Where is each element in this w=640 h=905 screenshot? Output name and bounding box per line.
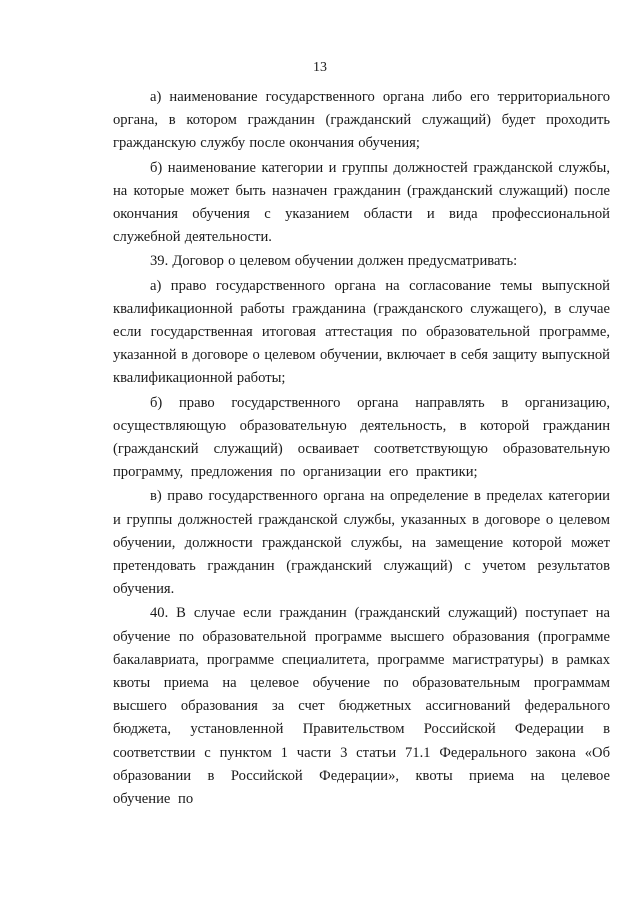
document-body: [113, 86, 610, 812]
paragraph-39-c-position-determination: в) право государственного органа на определение в пределах категории и группы должностей гражданской службы, указанных в договоре о целевом обучении, должности гражданской службы, на замещение которой может претендовать гражданин (гражданский служащий) с учетом результатов обучения.: [113, 488, 610, 598]
paragraph-40-quota-admission: 40. В случае если гражданин (гражданский служащий) поступает на обучение по образовательной программе высшего образования (программе бакалавриата, программе специалитета, программе магистратуры) в рамках квоты приема на целевое обучение по образовательным программам высшего образования за счет бюджетных ассигнований федерального бюджета, установленной Правительством Российской Федерации в соответствии с пунктом 1 части 3 статьи 71.1 Федерального закона «Об образовании в Российской Федерации», квоты приема на целевое обучение по: [113, 605, 610, 808]
page-number: 13: [313, 60, 327, 75]
paragraph-39-b-internship-proposals: б) право государственного органа направлять в организацию, осуществляющую образовательную деятельность, в которой гражданин (гражданский служащий) осваивает соответствующую образовательную программу, предложения по организации его практики;: [113, 394, 610, 481]
paragraph-item-a-organ-name: а) наименование государственного органа либо его территориального органа, в котором гражданин (гражданский служащий) будет проходить гражданскую службу после окончания обучения;: [113, 89, 610, 152]
paragraph-39-a-thesis-approval: а) право государственного органа на согласование темы выпускной квалификационной работы гражданина (гражданского служащего), в случае если государственная итоговая аттестация по образовательной программе, указанной в договоре о целевом обучении, включает в себя защиту выпускной квалификационной работы;: [113, 277, 610, 387]
paragraph-39-contract-requirements: 39. Договор о целевом обучении должен предусматривать:: [150, 253, 518, 270]
paragraph-item-b-position-category: б) наименование категории и группы должностей гражданской службы, на которые может быть назначен гражданин (гражданский служащий) после окончания обучения с указанием области и вида профессиональной служебной деятельности.: [113, 159, 610, 246]
